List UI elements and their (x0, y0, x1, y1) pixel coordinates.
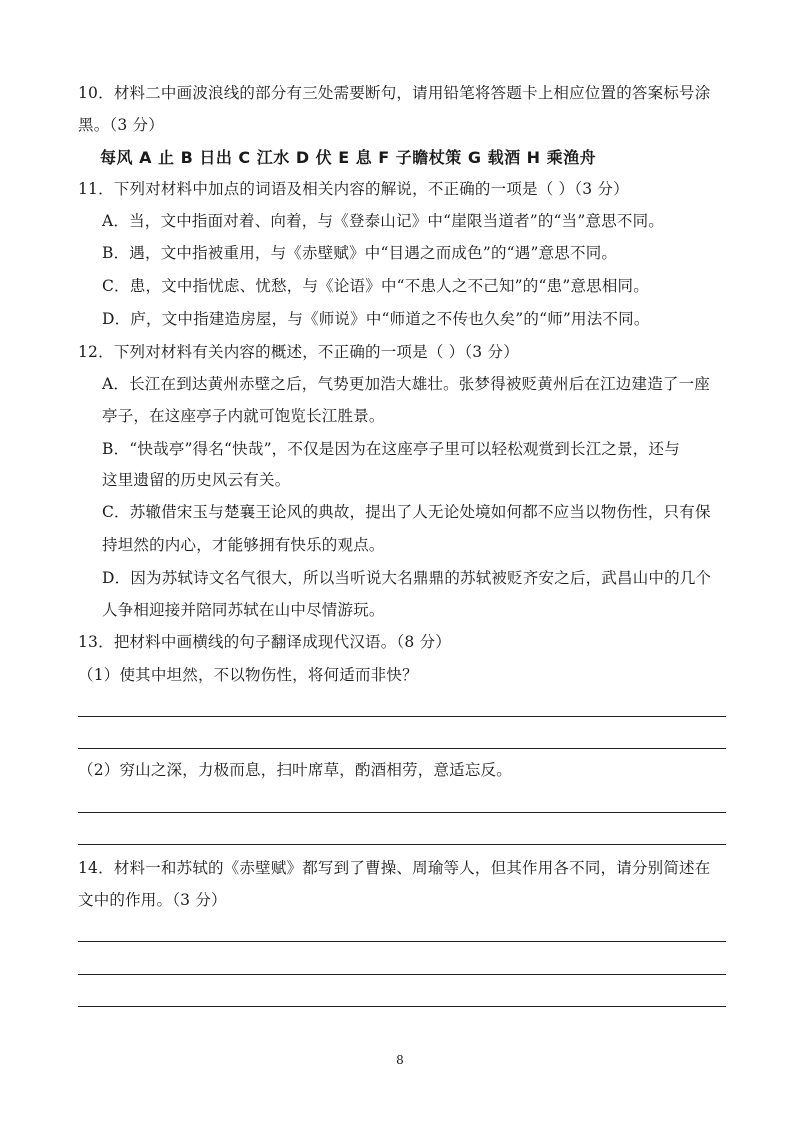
answer-line (78, 748, 726, 749)
q12-stem: 12．下列对材料有关内容的概述，不正确的一项是（ ）（3 分） (78, 343, 519, 361)
answer-line (78, 812, 726, 813)
answer-line (78, 716, 726, 717)
q12-option-a-line1: A．长江在到达黄州赤壁之后，气势更加浩大雄壮。张梦得被贬黄州后在江边建造了一座 (102, 375, 710, 393)
q14-line2: 文中的作用。（3 分） (78, 891, 227, 909)
q11-option-b: B．遇，文中指被重用，与《赤壁赋》中“目遇之而成色”的“遇”意思不同。 (102, 244, 618, 262)
q12-option-b-line2: 这里遗留的历史风云有关。 (102, 471, 291, 489)
answer-line (78, 1006, 726, 1007)
q12-option-d-line2: 人争相迎接并陪同苏轼在山中尽情游玩。 (102, 601, 385, 619)
q10-options: 每风 A 止 B 日出 C 江水 D 伏 E 息 F 子瞻杖策 G 载酒 H 乘渔舟 (100, 148, 597, 167)
q11-stem: 11．下列对材料中加点的词语及相关内容的解说，不正确的一项是（ ）（3 分） (78, 180, 629, 198)
q11-option-d: D．庐，文中指建造房屋，与《师说》中“师道之不传也久矣”的“师”用法不同。 (102, 310, 650, 328)
q14-line1: 14．材料一和苏轼的《赤壁赋》都写到了曹操、周瑜等人，但其作用各不同，请分别简述在 (78, 859, 711, 877)
q13-sentence-1: （1）使其中坦然，不以物伤性，将何适而非快？ (78, 666, 418, 684)
q12-option-b-line1: B．“快哉亭”得名“快哉”，不仅是因为在这座亭子里可以轻松观赏到长江之景，还与 (102, 440, 680, 458)
q13-stem: 13．把材料中画横线的句子翻译成现代汉语。（8 分） (78, 633, 451, 651)
q10-line1: 10．材料二中画波浪线的部分有三处需要断句，请用铅笔将答题卡上相应位置的答案标号涂 (78, 84, 711, 102)
q11-option-c: C．患，文中指忧虑、忧愁，与《论语》中“不患人之不己知”的“患”意思相同。 (102, 277, 649, 295)
q10-line2: 黑。（3 分） (78, 116, 164, 134)
answer-line (78, 941, 726, 942)
q12-option-a-line2: 亭子，在这座亭子内就可饱览长江胜景。 (102, 407, 385, 425)
q13-sentence-2: （2）穷山之深，力极而息，扫叶席草，酌酒相劳，意适忘反。 (78, 761, 512, 779)
answer-line (78, 974, 726, 975)
q12-option-d-line1: D．因为苏轼诗文名气很大，所以当听说大名鼎鼎的苏轼被贬齐安之后，武昌山中的几个 (102, 569, 712, 587)
q11-option-a: A．当，文中指面对着、向着，与《登泰山记》中“崖限当道者”的“当”意思不同。 (102, 212, 664, 230)
q12-option-c-line2: 持坦然的内心，才能够拥有快乐的观点。 (102, 536, 385, 554)
answer-line (78, 844, 726, 845)
q12-option-c-line1: C．苏辙借宋玉与楚襄王论风的典故，提出了人无论处境如何都不应当以物伤性，只有保 (102, 503, 711, 521)
page-number: 8 (396, 1053, 404, 1067)
